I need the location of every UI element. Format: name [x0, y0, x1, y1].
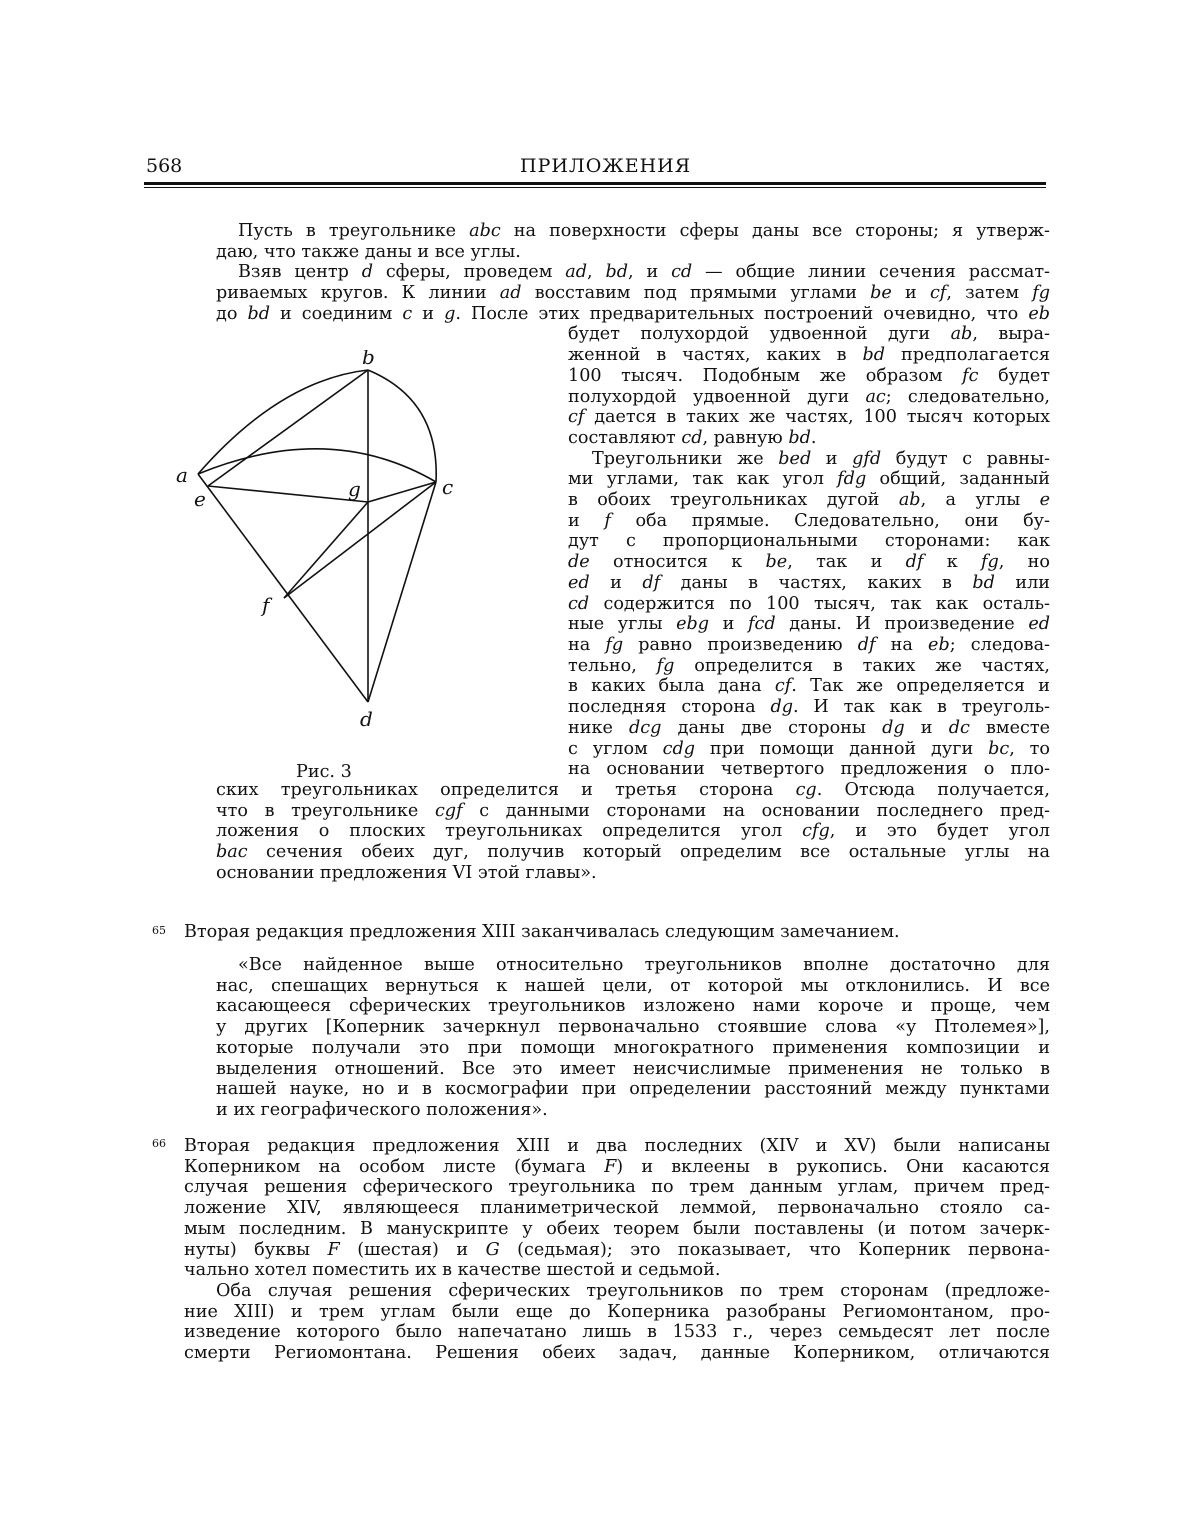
line-cg	[368, 482, 436, 502]
italic-symbol: ad	[499, 283, 522, 303]
footnote-66-line: смерти Региомонтана. Решения обеих задач, данные Коперником, отличаются	[184, 1343, 1050, 1363]
italic-symbol: df	[642, 573, 661, 593]
label-f: f	[262, 593, 270, 617]
arc-ab	[198, 370, 368, 474]
italic-symbol: bd	[972, 573, 995, 593]
footnote-marker-66: 66	[152, 1137, 166, 1150]
footnote-65-line: которые получали это при помощи многократного применения композиции и	[216, 1038, 1050, 1058]
italic-symbol: ad	[565, 262, 588, 282]
italic-symbol: ab	[898, 490, 921, 510]
italic-symbol: eb	[1028, 304, 1050, 324]
body-line: будет полухордой удвоенной дуги ab, выра-	[568, 324, 1050, 344]
italic-symbol: df	[857, 635, 876, 655]
body-line: составляют cd, равную bd.	[568, 428, 817, 448]
italic-symbol: df	[905, 552, 924, 572]
body-line: de относится к be, так и df к fg, но	[568, 552, 1050, 572]
footnote-65-line: и их географического положения».	[216, 1100, 548, 1120]
italic-symbol: de	[568, 552, 590, 572]
footnote-65-line: Вторая редакция предложения XIII заканчивалась следующим замечанием.	[184, 922, 900, 942]
italic-symbol: cd	[671, 262, 693, 282]
body-line: нике dcg даны две стороны dg и dc вместе	[568, 718, 1050, 738]
footnote-66-line: случая решения сферического треугольника по трем данным углам, причем пред-	[184, 1177, 1050, 1197]
body-line: до bd и соединим c и g. После этих предварительных построений очевидно, что eb	[216, 304, 1050, 324]
footnote-65-line: нашей науке, но и в космографии при определении расстояний между пунктами	[216, 1079, 1050, 1099]
footnote-marker-65: 65	[152, 924, 166, 937]
label-d: d	[360, 707, 373, 730]
body-line: cf дается в таких же частях, 100 тысяч которых	[568, 407, 1050, 427]
footnote-66-line: нуты) буквы F (шестая) и G (седьмая); это показывает, что Коперник первона-	[184, 1240, 1050, 1260]
italic-symbol: fg	[656, 656, 675, 676]
body-line: что в треугольнике cgf с данными сторонами на основании последнего пред-	[216, 801, 1051, 821]
line-be	[208, 370, 368, 486]
body-line: с углом cdg при помощи данной дуги bc, то	[568, 739, 1050, 759]
italic-symbol: dg	[882, 718, 905, 738]
line-ad	[198, 474, 368, 702]
italic-symbol: F	[604, 1157, 617, 1177]
italic-symbol: F	[327, 1240, 340, 1260]
body-line: bac сечения обеих дуг, получив который определим все остальные углы на	[216, 842, 1050, 862]
body-line: и f оба прямые. Следовательно, они бу-	[568, 511, 1050, 531]
footnote-66-line: изведение которого было напечатано лишь в 1533 г., через семьдесят лет после	[184, 1322, 1050, 1342]
label-b: b	[362, 350, 375, 369]
italic-symbol: cf	[774, 676, 792, 696]
footnote-66-line: Оба случая решения сферических треугольников по трем сторонам (предложе-	[216, 1281, 1050, 1301]
italic-symbol: gfd	[852, 449, 882, 469]
body-line: даю, что также даны и все углы.	[216, 242, 521, 262]
italic-symbol: c	[402, 304, 413, 324]
italic-symbol: ab	[950, 324, 973, 344]
footnote-65-line: касающееся сферических треугольников изложено нами короче и проще, чем	[216, 996, 1050, 1016]
italic-symbol: cf	[929, 283, 947, 303]
body-line: Треугольники же bed и gfd будут с равны-	[592, 449, 1050, 469]
body-line: в каких была дана cf. Так же определяется и	[568, 676, 1050, 696]
italic-symbol: ac	[865, 387, 886, 407]
italic-symbol: cfg	[802, 821, 830, 841]
line-eg	[208, 486, 368, 502]
italic-symbol: d	[361, 262, 373, 282]
italic-symbol: cdg	[662, 739, 696, 759]
italic-symbol: dg	[770, 697, 793, 717]
footnote-65-line: выделения отношений. Все это имеет неисчислимые применения не только в	[216, 1059, 1050, 1079]
running-title: ПРИЛОЖЕНИЯ	[520, 155, 692, 177]
italic-symbol: fg	[981, 552, 999, 572]
label-c: c	[442, 475, 454, 499]
italic-symbol: abc	[469, 221, 501, 241]
italic-symbol: bd	[247, 304, 270, 324]
body-line: полухордой удвоенной дуги ac; следовательно,	[568, 387, 1050, 407]
header-rule	[144, 182, 1046, 188]
body-line: на fg равно произведению df на eb; следова-	[568, 635, 1051, 655]
spherical-triangle-figure	[170, 350, 460, 730]
italic-symbol: bed	[778, 449, 812, 469]
italic-symbol: ed	[568, 573, 590, 593]
footnote-66-line: ложение XIV, являющееся планиметрической леммой, первоначально стояло са-	[184, 1198, 1050, 1218]
footnote-65-line: у других [Коперник зачеркнул первоначально стоявшие слова «у Птолемея»],	[216, 1017, 1050, 1037]
italic-symbol: e	[1039, 490, 1051, 510]
footnote-66-line: ние XIII) и трем углам были еще до Коперника разобраны Региомонтаном, про-	[184, 1302, 1050, 1322]
body-line: тельно, fg определится в таких же частях,	[568, 656, 1051, 676]
page-number: 568	[146, 155, 183, 177]
italic-symbol: G	[485, 1240, 500, 1260]
body-line: Взяв центр d сферы, проведем ad, bd, и cd — общие линии сечения рассмат-	[238, 262, 1050, 282]
figure-caption: Рис. 3	[296, 762, 352, 782]
italic-symbol: bac	[216, 842, 248, 862]
italic-symbol: ebg	[676, 614, 710, 634]
italic-symbol: cd	[681, 428, 703, 448]
italic-symbol: eb	[928, 635, 950, 655]
italic-symbol: fdg	[837, 469, 867, 489]
italic-symbol: fg	[605, 635, 624, 655]
body-line: дут с пропорциональными сторонами: как	[568, 531, 1050, 551]
footnote-65-line: нас, спешащих вернуться к нашей цели, от которой мы отклонились. И все	[216, 976, 1050, 996]
body-line: ложения о плоских треугольниках определится угол cfg, и это будет угол	[216, 821, 1050, 841]
footnote-66-line: мым последним. В манускрипте у обеих теорем были поставлены (и потом зачерк-	[184, 1219, 1050, 1239]
label-g: g	[348, 477, 361, 501]
footnote-66-line: чально хотел поместить их в качестве шестой и седьмой.	[184, 1260, 721, 1280]
body-line: последняя сторона dg. И так как в треуголь-	[568, 697, 1050, 717]
italic-symbol: fcd	[747, 614, 776, 634]
italic-symbol: cf	[568, 407, 585, 427]
line-cd	[368, 482, 436, 702]
italic-symbol: ed	[1028, 614, 1051, 634]
footnote-66-line: Вторая редакция предложения XIII и два последних (XIV и XV) были написаны	[184, 1136, 1050, 1156]
body-line: ные углы ebg и fcd даны. И произведение ed	[568, 614, 1051, 634]
italic-symbol: cd	[568, 594, 590, 614]
italic-symbol: be	[870, 283, 892, 303]
label-a: a	[176, 463, 188, 487]
body-line: основании предложения VI этой главы».	[216, 863, 597, 883]
footnote-66-line: Коперником на особом листе (бумага F) и вклеены в рукопись. Они касаются	[184, 1157, 1050, 1177]
body-line: ских треугольниках определится и третья сторона cg. Отсюда получается,	[216, 780, 1051, 800]
italic-symbol: cg	[795, 780, 817, 800]
body-line: риваемых кругов. К линии ad восставим под прямыми углами be и cf, затем fg	[216, 283, 1050, 303]
arc-ac	[198, 449, 436, 482]
italic-symbol: bd	[605, 262, 629, 282]
italic-symbol: g	[444, 304, 456, 324]
body-line: ми углами, так как угол fdg общий, заданный	[568, 469, 1050, 489]
footnote-65-line: «Все найденное выше относительно треугольников вполне достаточно для	[238, 955, 1050, 975]
italic-symbol: bd	[788, 428, 811, 448]
italic-symbol: cgf	[434, 801, 463, 821]
line-fg	[284, 502, 368, 598]
body-line: ed и df даны в частях, каких в bd или	[568, 573, 1050, 593]
label-e: e	[194, 487, 206, 511]
body-line: в обоих треугольниках дугой ab, а углы e	[568, 490, 1051, 510]
italic-symbol: bd	[862, 345, 885, 365]
italic-symbol: f	[604, 511, 611, 531]
italic-symbol: fg	[1032, 283, 1050, 303]
italic-symbol: be	[765, 552, 788, 572]
italic-symbol: bc	[988, 739, 1010, 759]
body-line: cd содержится по 100 тысяч, так как осталь-	[568, 594, 1050, 614]
body-line: 100 тысяч. Подобным же образом fc будет	[568, 366, 1051, 386]
italic-symbol: fc	[962, 366, 979, 386]
body-line: женной в частях, каких в bd предполагается	[568, 345, 1050, 365]
italic-symbol: dc	[948, 718, 970, 738]
body-line: на основании четвертого предложения о пло-	[568, 759, 1050, 779]
italic-symbol: dcg	[629, 718, 662, 738]
body-line: Пусть в треугольнике abc на поверхности сферы даны все стороны; я утверж-	[238, 221, 1051, 241]
